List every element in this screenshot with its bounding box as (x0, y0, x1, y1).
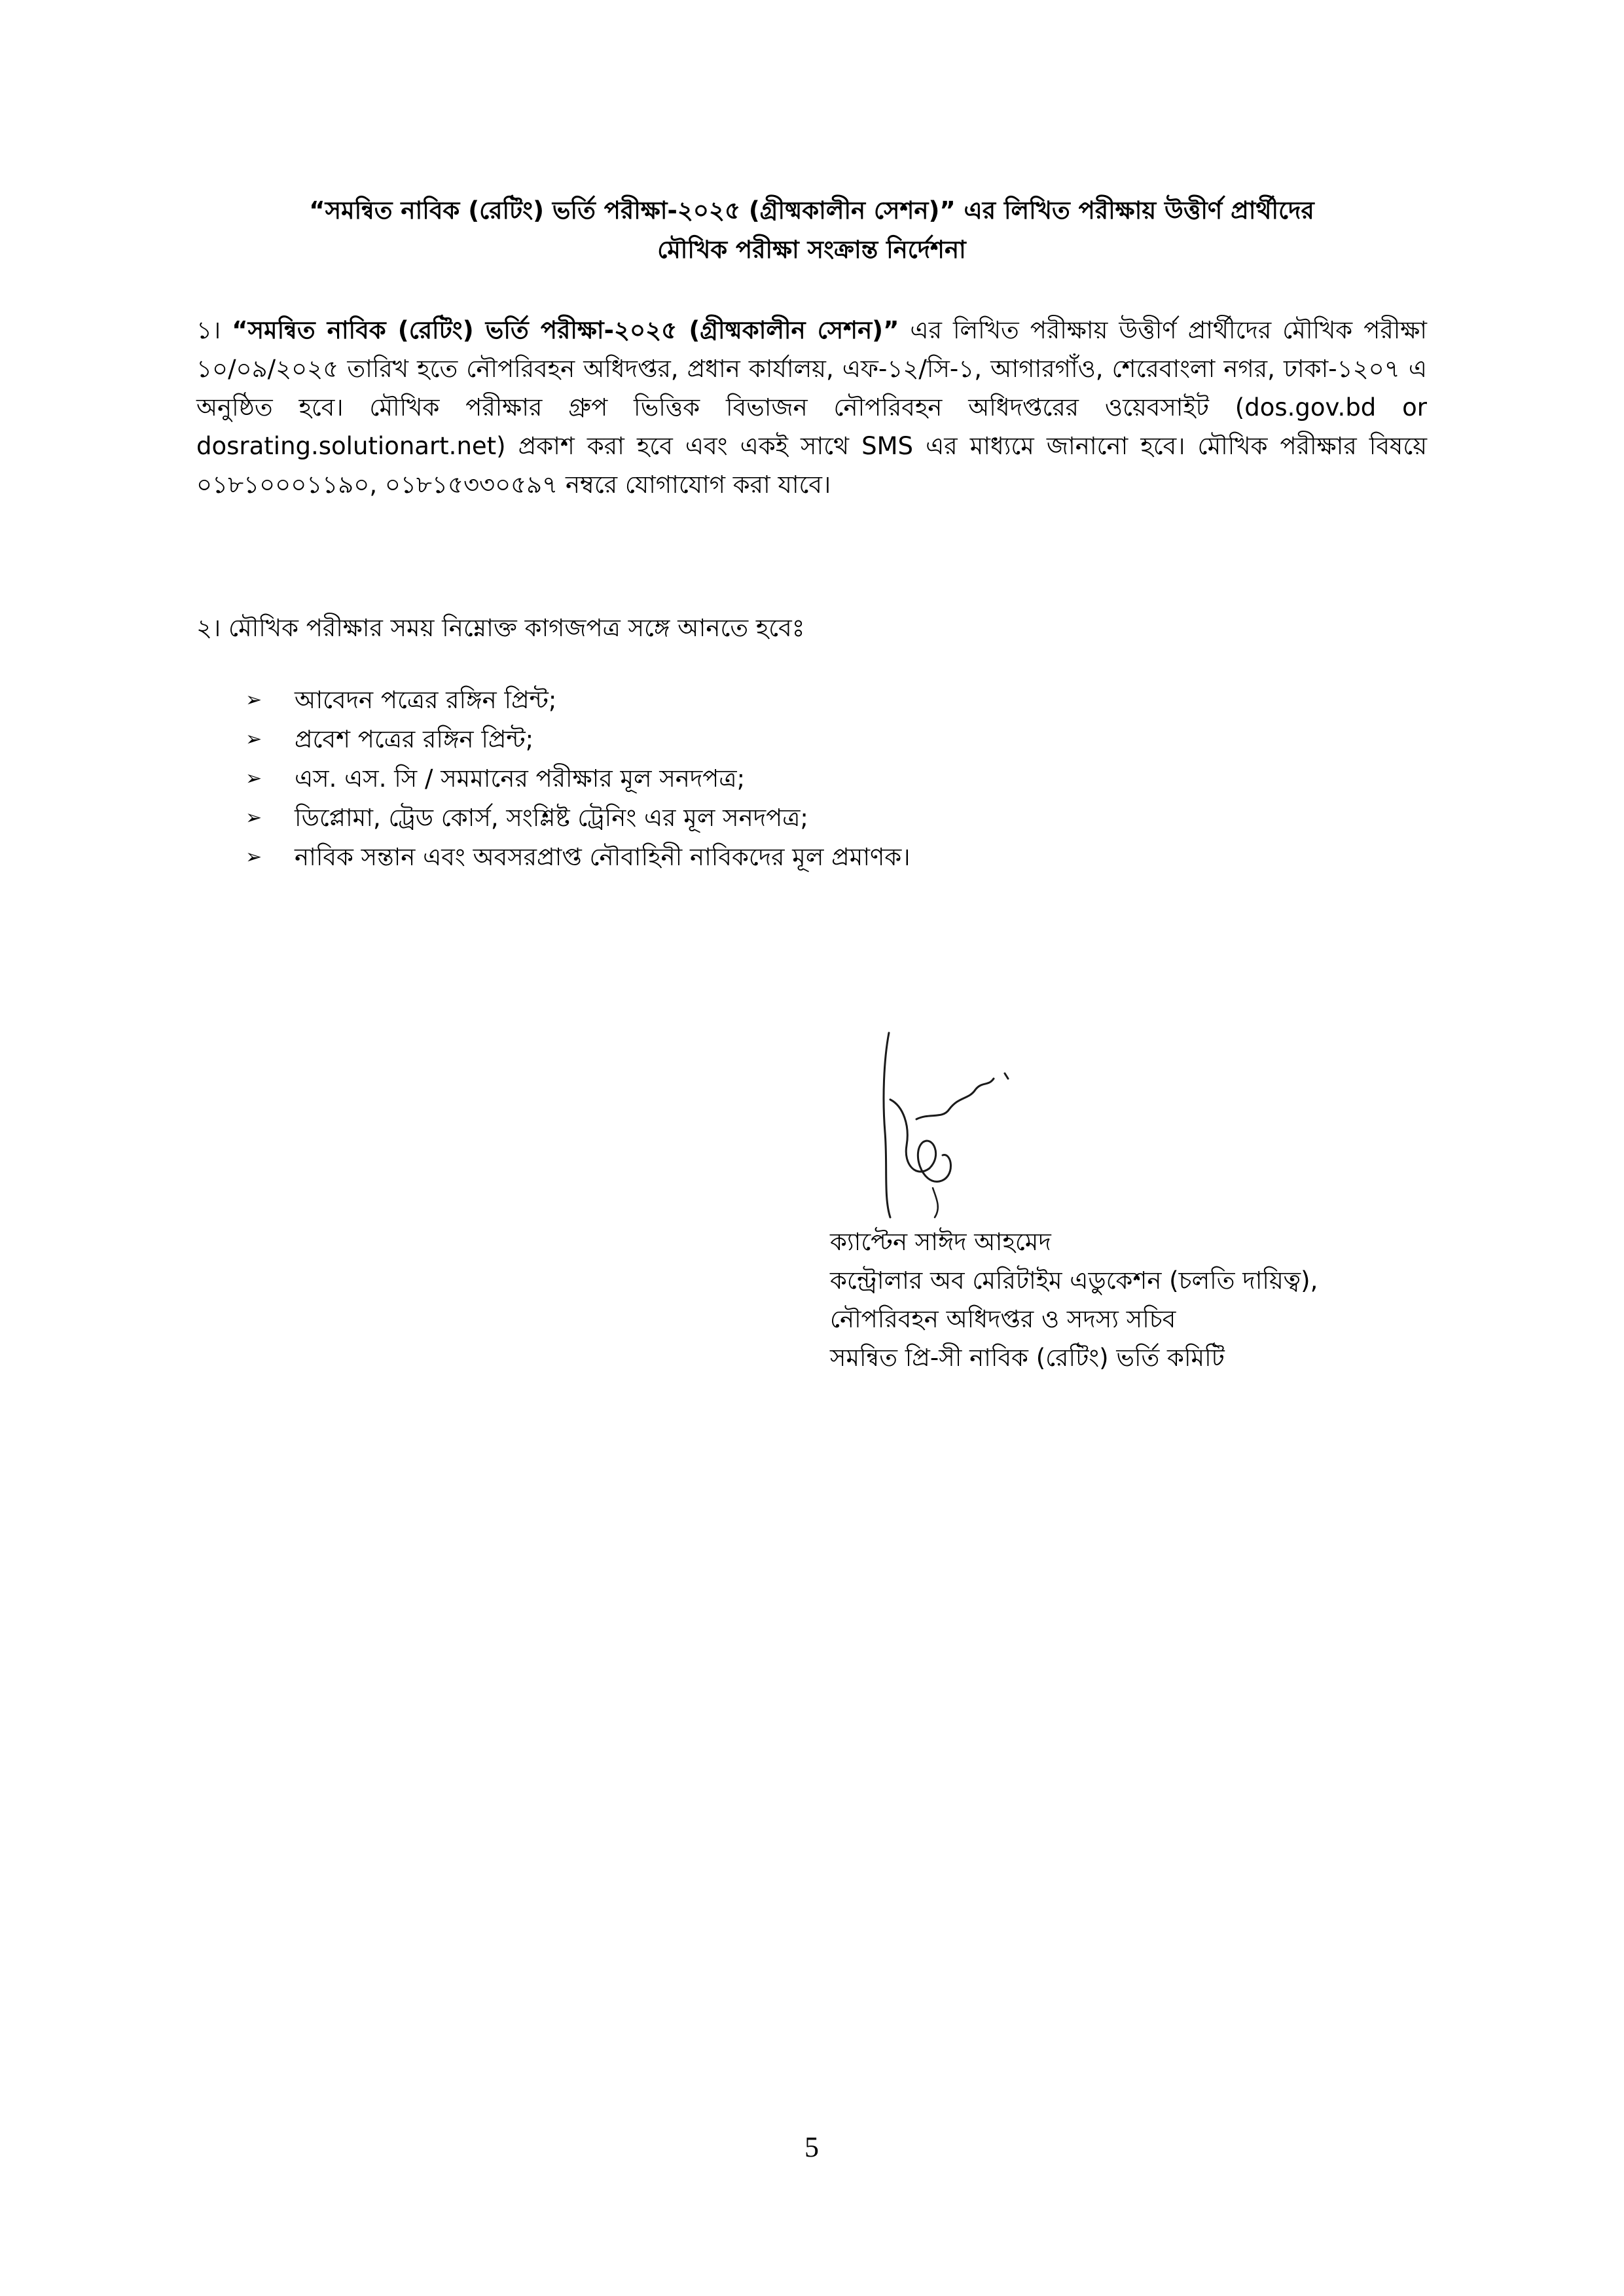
signatory-block (830, 1223, 1485, 1377)
section-1-exam-name: “সমন্বিত নাবিক (রেটিং) ভর্তি পরীক্ষা-২০২৫ (গ্রীষ্মকালীন সেশন)” (232, 316, 899, 344)
list-item-text: এস. এস. সি / সমমানের পরীক্ষার মূল সনদপত্র; (295, 764, 746, 793)
list-item (245, 838, 1358, 877)
arrow-bullet-icon: ➢ (245, 767, 262, 790)
list-item-text: নাবিক সন্তান এবং অবসরপ্রাপ্ত নৌবাহিনী নাবিকদের মূল প্রমাণক। (295, 843, 911, 871)
list-item (245, 759, 1358, 798)
section-1-body: এর লিখিত পরীক্ষায় উত্তীর্ণ প্রার্থীদের মৌখিক পরীক্ষা ১০/০৯/২০২৫ তারিখ হতে নৌপরিবহন অধিদপ্তর, প্রধান কার্যালয়, এফ-১২/সি-১, আগারগাঁও, শেরেবাংলা নগর, ঢাকা-১২০৭ এ অনুষ্ঠিত হবে। মৌখিক পরীক্ষার গ্রুপ ভিত্তিক বিভাজন নৌপরিবহন অধিদপ্তরের ওয়েবসাইট (dos.gov.bd or dosrating.solutionart.net) প্রকাশ করা হবে এবং একই সাথে SMS এর মাধ্যমে জানানো হবে। মৌখিক পরীক্ষার বিষয়ে ০১৮১০০০১১৯০, ০১৮১৫৩৩০৫৯৭ নম্বরে যোগাযোগ করা যাবে। (196, 316, 1427, 499)
arrow-bullet-icon: ➢ (245, 846, 262, 869)
list-item-text: প্রবেশ পত্রের রঙ্গিন প্রিন্ট; (295, 725, 534, 753)
section-2-paragraph (196, 609, 1427, 647)
list-item (245, 798, 1358, 838)
list-item-text: আবেদন পত্রের রঙ্গিন প্রিন্ট; (295, 686, 557, 714)
section-1-paragraph (196, 311, 1427, 504)
signatory-name: ক্যাপ্টেন সাঈদ আহমেদ (830, 1228, 1051, 1256)
section-2-body: মৌখিক পরীক্ষার সময় নিম্নোক্ত কাগজপত্র সঙ্গে আনতে হবেঃ (221, 614, 805, 642)
arrow-bullet-icon: ➢ (245, 728, 262, 751)
notice-title-line-2: মৌখিক পরীক্ষা সংক্রান্ত নির্দেশনা (657, 236, 966, 264)
list-item-text: ডিপ্লোমা, ট্রেড কোর্স, সংশ্লিষ্ট ট্রেনিং এর মূল সনদপত্র; (295, 804, 808, 832)
signatory-designation-line-3: সমন্বিত প্রি-সী নাবিক (রেটিং) ভর্তি কমিটি (830, 1344, 1225, 1372)
notice-title (196, 191, 1427, 270)
handwritten-signature (871, 1021, 1021, 1230)
signatory-designation-line-2: নৌপরিবহন অধিদপ্তর ও সদস্য সচিব (830, 1305, 1176, 1333)
signatory-designation-line-1: কন্ট্রোলার অব মেরিটাইম এডুকেশন (চলতি দায়িত্ব), (830, 1266, 1318, 1295)
required-documents-list (245, 681, 1358, 877)
list-item (245, 681, 1358, 720)
notice-title-line-1: “সমন্বিত নাবিক (রেটিং) ভর্তি পরীক্ষা-২০২৫ (গ্রীষ্মকালীন সেশন)” এর লিখিত পরীক্ষায় উত্তীর্ণ প্রার্থীদের (309, 196, 1314, 224)
arrow-bullet-icon: ➢ (245, 689, 262, 711)
page-number: 5 (804, 2131, 819, 2163)
section-2-number: ২। (196, 614, 221, 642)
section-1-number: ১। (196, 316, 221, 344)
list-item (245, 720, 1358, 759)
arrow-bullet-icon: ➢ (245, 806, 262, 829)
